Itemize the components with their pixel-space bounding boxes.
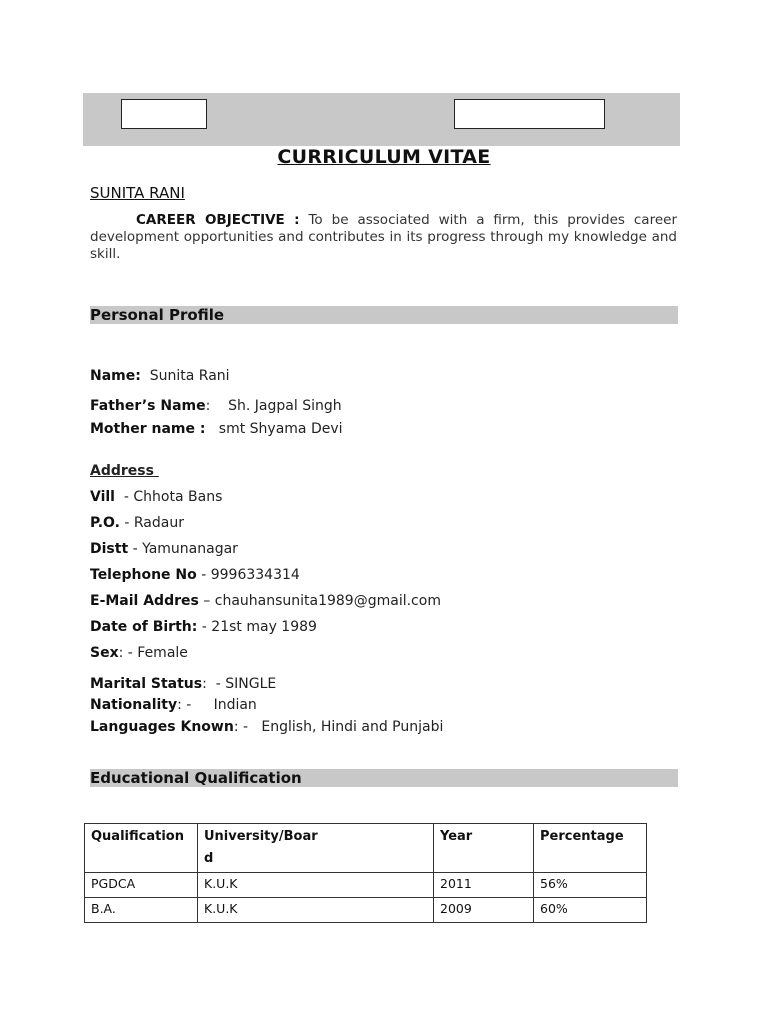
objective-text: To be associated with a firm, this provides career development opportunities and contributes in its progress through my knowledge and skill. [90,212,678,262]
name-label: Name: [90,368,141,384]
nationality-value: : - Indian [177,697,257,713]
po-value: - Radaur [119,515,184,531]
sex-value: : - Female [118,645,188,661]
cell-university: K.U.K [198,898,434,923]
languages-value: : - English, Hindi and Punjabi [233,719,444,735]
document-title: CURRICULUM VITAE [277,146,491,168]
distt-label: Distt [90,541,129,557]
header-box-right [454,99,605,129]
languages-label: Languages Known [90,719,234,735]
name-row [90,368,230,384]
languages-row [90,719,443,735]
cell-qualification: PGDCA [85,873,198,898]
marital-label: Marital Status [90,676,203,692]
po-label: P.O. [90,515,120,531]
section-title: Educational Qualification [90,769,302,787]
name-value: Sunita Rani [149,368,230,384]
objective-label: CAREER OBJECTIVE : [136,212,300,228]
address-heading-row [90,463,159,479]
candidate-name: SUNITA RANI [90,184,185,202]
header-university: University/Boar d [198,824,434,873]
section-title: Personal Profile [90,306,225,324]
sex-row [90,645,188,661]
cell-year: 2009 [434,898,534,923]
cell-percentage: 56% [534,873,647,898]
mother-row [90,421,343,437]
header-band [83,93,680,146]
phone-value: - 9996334314 [196,567,300,583]
header-percentage: Percentage [534,824,647,873]
email-label: E-Mail Addres [90,593,199,609]
distt-value: - Yamunanagar [128,541,238,557]
career-objective [90,212,677,263]
education-table [84,823,647,923]
dob-value: - 21st may 1989 [197,619,317,635]
email-value: – chauhansunita1989@gmail.com [198,593,441,609]
header-qualification: Qualification [85,824,198,873]
dob-row [90,619,317,635]
father-label: Father’s Name [90,398,206,414]
nationality-label: Nationality [90,697,178,713]
address-heading: Address [90,463,159,479]
cell-year: 2011 [434,873,534,898]
phone-row [90,567,300,583]
po-row [90,515,184,531]
section-personal-profile [90,306,678,324]
section-educational-qualification [90,769,678,787]
table-row [85,873,647,898]
father-value: : Sh. Jagpal Singh [205,398,342,414]
nationality-row [90,697,257,713]
header-box-left [121,99,207,129]
table-row [85,898,647,923]
email-row [90,593,441,609]
mother-label: Mother name : [90,421,206,437]
header-year: Year [434,824,534,873]
mother-value: smt Shyama Devi [205,421,343,437]
marital-row [90,676,276,692]
cell-qualification: B.A. [85,898,198,923]
cell-university: K.U.K [198,873,434,898]
table-header-row [85,824,647,873]
marital-value: : - SINGLE [202,676,277,692]
vill-label: Vill [90,489,115,505]
vill-row [90,489,222,505]
dob-label: Date of Birth: [90,619,198,635]
distt-row [90,541,238,557]
cell-percentage: 60% [534,898,647,923]
vill-value: - Chhota Bans [115,489,223,505]
sex-label: Sex [90,645,119,661]
father-row [90,398,342,414]
phone-label: Telephone No [90,567,197,583]
